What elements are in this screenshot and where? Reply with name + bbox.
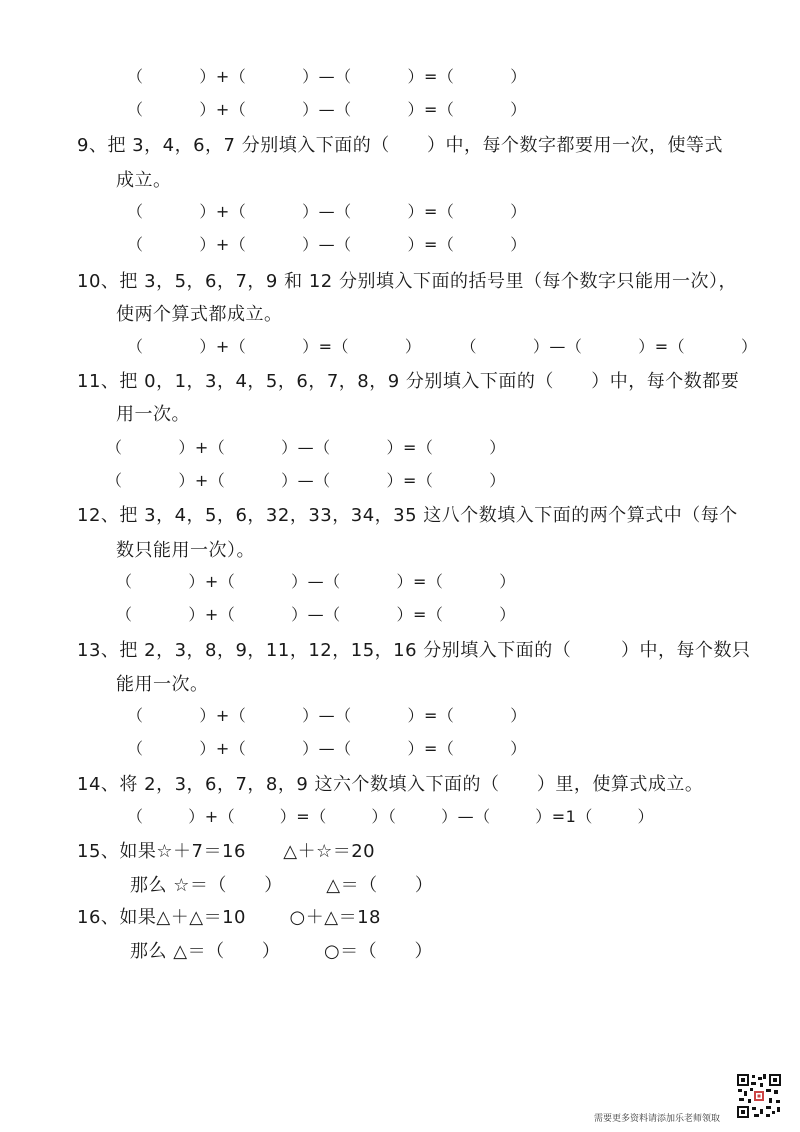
q16-prompt-line-1: 16、如果△＋△＝10 ○＋△＝18 (77, 907, 381, 928)
q11-formula-line-2: （ ）+（ ）—（ ）=（ ） (106, 471, 506, 490)
footer-note: 需要更多资料请添加乐老师领取 (594, 1114, 721, 1124)
q10-prompt-line-2: 使两个算式都成立。 (116, 304, 283, 325)
q16-answer-line: 那么 △＝（ ） ○＝（ ） (130, 941, 433, 962)
q14-formula-line-1: （ ）+（ ）=（ ）（ ）—（ ）=1（ ） (127, 807, 655, 826)
q15-prompt-line-1: 15、如果☆＋7＝16 △＋☆＝20 (77, 841, 376, 862)
q10-prompt-line-1: 10、把 3，5，6，7，9 和 12 分别填入下面的括号里（每个数字只能用一次）， (77, 271, 737, 292)
q9-prompt-line-1: 9、把 3，4，6，7 分别填入下面的（ ）中，每个数字都要用一次，使等式 (77, 135, 724, 156)
q13-prompt-line-2: 能用一次。 (116, 674, 209, 695)
q9-formula-line-2: （ ）+（ ）—（ ）=（ ） (127, 235, 527, 254)
q13-formula-line-2: （ ）+（ ）—（ ）=（ ） (127, 739, 527, 758)
q9-formula-line-1: （ ）+（ ）—（ ）=（ ） (127, 202, 527, 221)
q13-formula-line-1: （ ）+（ ）—（ ）=（ ） (127, 706, 527, 725)
q15-answer-line: 那么 ☆＝（ ） △＝（ ） (130, 875, 434, 896)
q11-prompt-line-1: 11、把 0，1，3，4，5，6，7，8，9 分别填入下面的（ ）中，每个数都要 (77, 371, 740, 392)
q8-formula-line-2: （ ）+（ ）—（ ）=（ ） (127, 100, 527, 119)
q14-prompt-line-1: 14、将 2，3，6，7，8，9 这六个数填入下面的（ ）里，使算式成立。 (77, 774, 704, 795)
q12-formula-line-2: （ ）+（ ）—（ ）=（ ） (116, 605, 516, 624)
q10-formula-line-1: （ ）+（ ）=（ ） （ ）—（ ）=（ ） (127, 337, 758, 356)
q12-prompt-line-1: 12、把 3，4，5，6，32，33，34，35 这八个数填入下面的两个算式中（每个 (77, 505, 738, 526)
q12-formula-line-1: （ ）+（ ）—（ ）=（ ） (116, 572, 516, 591)
q12-prompt-line-2: 数只能用一次）。 (116, 540, 255, 561)
q9-prompt-line-2: 成立。 (116, 170, 172, 191)
q11-prompt-line-2: 用一次。 (116, 404, 190, 425)
q8-formula-line-1: （ ）+（ ）—（ ）=（ ） (127, 67, 527, 86)
q13-prompt-line-1: 13、把 2，3，8，9，11，12，15，16 分别填入下面的（ ）中，每个数只 (77, 640, 751, 661)
q11-formula-line-1: （ ）+（ ）—（ ）=（ ） (106, 438, 506, 457)
qr-code (736, 1073, 782, 1119)
